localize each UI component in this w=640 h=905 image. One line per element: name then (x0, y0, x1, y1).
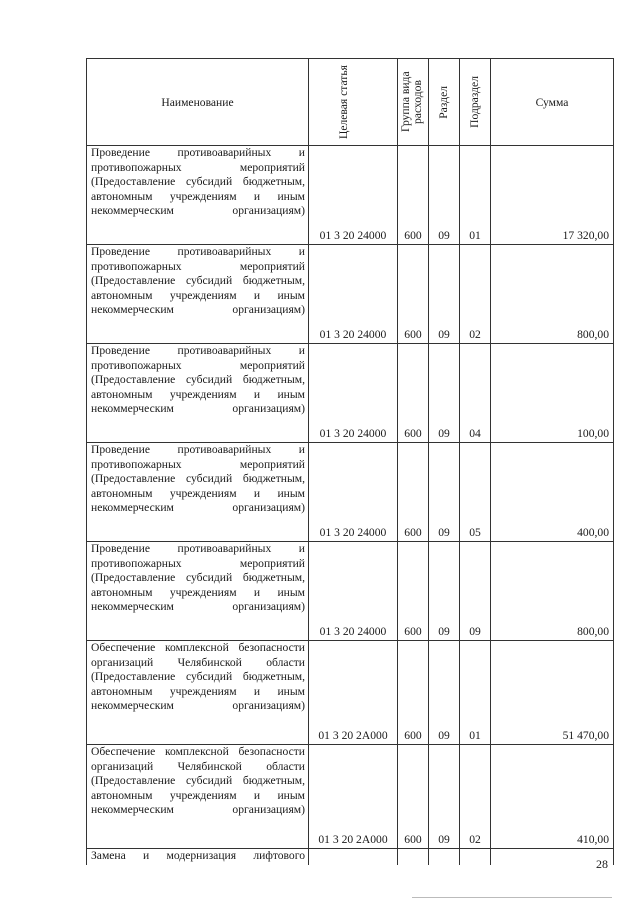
table-header-row (87, 59, 614, 146)
row-subsection (460, 849, 491, 866)
row-name: Проведение противоаварийных и противопожарных мероприятий (Предоставление субсидий бюджетным, автономным учреждениям и иным некоммерческим организациям) (87, 443, 309, 542)
header-name: Наименование (87, 59, 309, 146)
row-name: Проведение противоаварийных и противопожарных мероприятий (Предоставление субсидий бюджетным, автономным учреждениям и иным некоммерческим организациям) (87, 245, 309, 344)
row-group: 600 (398, 146, 429, 245)
row-target: 01 3 20 2A000 (309, 641, 398, 745)
row-subsection: 02 (460, 745, 491, 849)
row-group: 600 (398, 745, 429, 849)
row-sum: 410,00 (491, 745, 614, 849)
budget-table (86, 58, 614, 865)
header-subsection: Подраздел (460, 59, 491, 146)
row-group: 600 (398, 344, 429, 443)
row-name: Обеспечение комплексной безопасности организаций Челябинской области (Предоставление субсидий бюджетным, автономным учреждениям и иным некоммерческим организациям) (87, 641, 309, 745)
row-section: 09 (429, 344, 460, 443)
row-subsection: 01 (460, 146, 491, 245)
row-section: 09 (429, 641, 460, 745)
row-section: 09 (429, 146, 460, 245)
table-row (87, 849, 614, 866)
table-row (87, 745, 614, 849)
row-section: 09 (429, 443, 460, 542)
header-sum: Сумма (491, 59, 614, 146)
table-row (87, 146, 614, 245)
row-sum: 17 320,00 (491, 146, 614, 245)
page-number: 28 (596, 857, 608, 871)
row-group: 600 (398, 245, 429, 344)
row-sum: 800,00 (491, 245, 614, 344)
row-target (309, 849, 398, 866)
header-target: Целевая статья (309, 59, 398, 146)
row-group: 600 (398, 542, 429, 641)
row-sum: 800,00 (491, 542, 614, 641)
row-name: Проведение противоаварийных и противопожарных мероприятий (Предоставление субсидий бюджетным, автономным учреждениям и иным некоммерческим организациям) (87, 146, 309, 245)
header-section: Раздел (429, 59, 460, 146)
row-section: 09 (429, 542, 460, 641)
row-sum: 400,00 (491, 443, 614, 542)
row-target: 01 3 20 2A000 (309, 745, 398, 849)
row-subsection: 05 (460, 443, 491, 542)
table-row (87, 641, 614, 745)
row-target: 01 3 20 24000 (309, 542, 398, 641)
row-name: Обеспечение комплексной безопасности организаций Челябинской области (Предоставление субсидий бюджетным, автономным учреждениям и иным некоммерческим организациям) (87, 745, 309, 849)
row-section (429, 849, 460, 866)
row-section: 09 (429, 245, 460, 344)
row-target: 01 3 20 24000 (309, 344, 398, 443)
row-name: Проведение противоаварийных и противопожарных мероприятий (Предоставление субсидий бюджетным, автономным учреждениям и иным некоммерческим организациям) (87, 542, 309, 641)
row-group (398, 849, 429, 866)
row-target: 01 3 20 24000 (309, 146, 398, 245)
table-row (87, 542, 614, 641)
row-target: 01 3 20 24000 (309, 443, 398, 542)
row-subsection: 02 (460, 245, 491, 344)
table-row (87, 344, 614, 443)
row-group: 600 (398, 443, 429, 542)
table-row (87, 245, 614, 344)
row-target: 01 3 20 24000 (309, 245, 398, 344)
row-subsection: 04 (460, 344, 491, 443)
row-group: 600 (398, 641, 429, 745)
row-sum: 100,00 (491, 344, 614, 443)
header-group: Группа вида расходов (398, 59, 429, 146)
row-sum: 51 470,00 (491, 641, 614, 745)
row-section: 09 (429, 745, 460, 849)
row-subsection: 01 (460, 641, 491, 745)
table-row (87, 443, 614, 542)
scan-artifact (412, 897, 612, 898)
row-name: Замена и модернизация лифтового (87, 849, 309, 866)
row-subsection: 09 (460, 542, 491, 641)
row-name: Проведение противоаварийных и противопожарных мероприятий (Предоставление субсидий бюджетным, автономным учреждениям и иным некоммерческим организациям) (87, 344, 309, 443)
